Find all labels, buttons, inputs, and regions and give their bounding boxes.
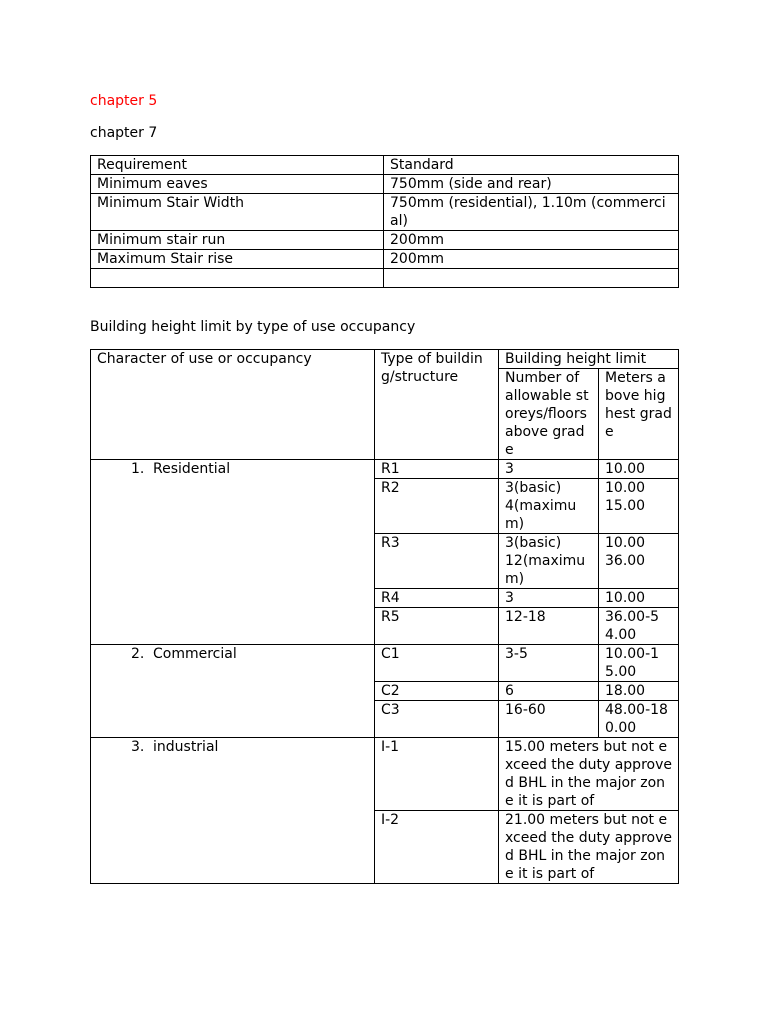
occupancy-name: Residential <box>153 461 231 477</box>
table-row <box>91 250 679 269</box>
storeys-cell: 16-60 <box>499 701 599 738</box>
height-limit-cell: 21.00 meters but not exceed the duty approved BHL in the major zone it is part of <box>499 811 679 884</box>
meters-cell: 36.00-54.00 <box>599 608 679 645</box>
table-cell: 750mm (residential), 1.10m (commercial) <box>384 194 679 231</box>
requirements-table <box>90 155 679 288</box>
occupancy-group-cell <box>91 645 375 738</box>
occupancy-name: Commercial <box>153 646 237 662</box>
header-building-height-limit: Building height limit <box>499 350 679 369</box>
table-header-cell: Standard <box>384 156 679 175</box>
table-cell: Minimum eaves <box>91 175 384 194</box>
building-type-cell: R2 <box>375 479 499 534</box>
meters-cell: 18.00 <box>599 682 679 701</box>
meters-cell: 10.00 <box>599 589 679 608</box>
building-type-cell: R4 <box>375 589 499 608</box>
table-row <box>91 645 679 682</box>
occupancy-name: industrial <box>153 739 219 755</box>
table-cell: 750mm (side and rear) <box>384 175 679 194</box>
chapter-7-heading: chapter 7 <box>90 125 158 141</box>
header-character-of-use: Character of use or occupancy <box>91 350 375 460</box>
storeys-cell: 3 <box>499 589 599 608</box>
building-type-cell: I-1 <box>375 738 499 811</box>
meters-cell: 10.00 15.00 <box>599 479 679 534</box>
table-header-row <box>91 156 679 175</box>
header-meters-above-grade: Meters above highest grade <box>599 369 679 460</box>
chapter-5-heading: chapter 5 <box>90 93 158 109</box>
meters-cell: 10.00 36.00 <box>599 534 679 589</box>
occupancy-group-cell <box>91 460 375 645</box>
meters-cell: 10.00-15.00 <box>599 645 679 682</box>
list-number: 3. <box>131 739 145 755</box>
building-type-cell: R5 <box>375 608 499 645</box>
table-cell: Maximum Stair rise <box>91 250 384 269</box>
table-cell: 200mm <box>384 250 679 269</box>
table-cell: Minimum stair run <box>91 231 384 250</box>
table-cell <box>384 269 679 288</box>
table-row <box>91 460 679 479</box>
table-cell: Minimum Stair Width <box>91 194 384 231</box>
header-type-of-building: Type of building/structure <box>375 350 499 460</box>
storeys-cell: 3-5 <box>499 645 599 682</box>
table-row <box>91 231 679 250</box>
building-type-cell: R1 <box>375 460 499 479</box>
table-header-row <box>91 350 679 369</box>
table-row-empty <box>91 269 679 288</box>
table-row <box>91 194 679 231</box>
table-cell: 200mm <box>384 231 679 250</box>
table-cell <box>91 269 384 288</box>
table-row <box>91 738 679 811</box>
building-height-limit-table <box>90 349 679 884</box>
table-header-cell: Requirement <box>91 156 384 175</box>
table-row <box>91 175 679 194</box>
storeys-cell: 12-18 <box>499 608 599 645</box>
building-type-cell: C2 <box>375 682 499 701</box>
building-type-cell: C3 <box>375 701 499 738</box>
storeys-cell: 3(basic) 4(maximum) <box>499 479 599 534</box>
building-type-cell: C1 <box>375 645 499 682</box>
building-type-cell: R3 <box>375 534 499 589</box>
building-height-limit-title: Building height limit by type of use occupancy <box>90 319 416 335</box>
height-limit-cell: 15.00 meters but not exceed the duty approved BHL in the major zone it is part of <box>499 738 679 811</box>
list-number: 1. <box>131 461 145 477</box>
meters-cell: 10.00 <box>599 460 679 479</box>
header-number-of-storeys: Number of allowable storeys/floors above grade <box>499 369 599 460</box>
storeys-cell: 6 <box>499 682 599 701</box>
building-type-cell: I-2 <box>375 811 499 884</box>
meters-cell: 48.00-180.00 <box>599 701 679 738</box>
storeys-cell: 3(basic) 12(maximum) <box>499 534 599 589</box>
list-number: 2. <box>131 646 145 662</box>
occupancy-group-cell <box>91 738 375 884</box>
storeys-cell: 3 <box>499 460 599 479</box>
